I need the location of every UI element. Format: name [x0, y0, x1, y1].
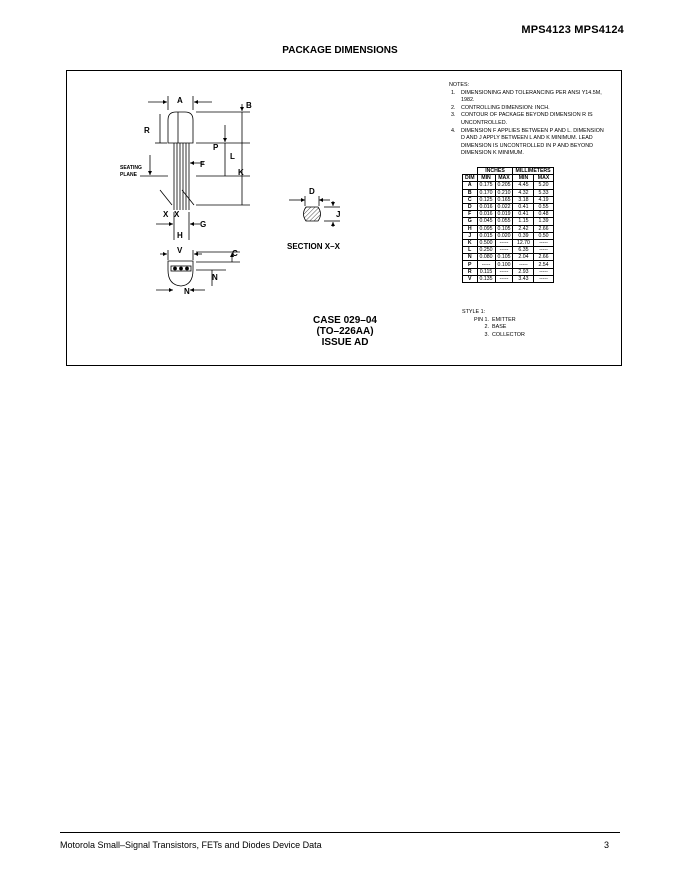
table-value-cell: 0.48	[534, 211, 553, 218]
table-value-cell: -----	[495, 239, 513, 246]
pin-row: 2. BASE	[484, 324, 507, 331]
table-value-cell: 4.45	[513, 182, 534, 189]
table-value-cell: 2.54	[534, 261, 553, 268]
table-row	[463, 211, 554, 218]
table-header-cell: MAX	[495, 175, 513, 182]
section-title: PACKAGE DIMENSIONS	[282, 45, 398, 56]
note-item: 3. CONTOUR OF PACKAGE BEYOND DIMENSION R IS UNCONTROLLED.	[451, 112, 593, 126]
table-value-cell: 0.020	[495, 232, 513, 239]
table-value-cell: -----	[534, 268, 553, 275]
table-value-cell: 0.135	[477, 275, 495, 282]
table-value-cell: 0.250	[477, 247, 495, 254]
table-body	[463, 182, 554, 283]
table-value-cell: 5.20	[534, 182, 553, 189]
table-value-cell: 0.205	[495, 182, 513, 189]
table-value-cell: 0.045	[477, 218, 495, 225]
table-value-cell: 0.115	[477, 268, 495, 275]
dimension-table	[462, 167, 554, 283]
note-item: 2. CONTROLLING DIMENSION: INCH.	[451, 104, 550, 111]
table-value-cell: -----	[477, 261, 495, 268]
seating-plane-label-line2: PLANE	[120, 172, 137, 178]
table-dim-cell: A	[463, 182, 478, 189]
section-x-label: SECTION X–X	[287, 242, 340, 251]
table-value-cell: -----	[534, 239, 553, 246]
label-g: G	[200, 220, 207, 229]
label-x-left: X	[163, 210, 169, 219]
table-group-inches: INCHES	[477, 168, 513, 175]
table-value-cell: 5.33	[534, 189, 553, 196]
table-dim-cell: D	[463, 203, 478, 210]
table-header-cell: MIN	[477, 175, 495, 182]
table-dim-cell: L	[463, 247, 478, 254]
table-value-cell: 0.022	[495, 203, 513, 210]
table-value-cell: 0.095	[477, 225, 495, 232]
pin-row: PIN 1. EMITTER	[474, 316, 516, 323]
case-block	[290, 315, 400, 348]
label-n-right: N	[212, 273, 218, 282]
note-item: 1. DIMENSIONING AND TOLERANCING PER ANSI Y14.5M, 1982.	[451, 89, 602, 104]
bottom-view	[156, 250, 240, 290]
table-value-cell: 0.105	[495, 254, 513, 261]
table-dim-cell: N	[463, 254, 478, 261]
table-value-cell: 3.18	[513, 196, 534, 203]
table-row	[463, 254, 554, 261]
table-value-cell: 0.41	[513, 203, 534, 210]
label-r: R	[144, 126, 150, 135]
table-value-cell: 6.35	[513, 247, 534, 254]
label-p: P	[213, 143, 219, 152]
table-dim-cell: C	[463, 196, 478, 203]
table-dim-cell: R	[463, 268, 478, 275]
table-value-cell: 0.165	[495, 196, 513, 203]
case-issue: ISSUE AD	[321, 337, 369, 348]
table-value-cell: -----	[534, 275, 553, 282]
table-row	[463, 239, 554, 246]
page-number: 3	[604, 840, 610, 850]
table-value-cell: -----	[513, 261, 534, 268]
style-title: STYLE 1:	[462, 309, 486, 315]
table-header-cell: MAX	[534, 175, 553, 182]
notes-block	[449, 82, 609, 158]
table-header-cell: MIN	[513, 175, 534, 182]
table-value-cell: 0.39	[513, 232, 534, 239]
table-value-cell: 0.105	[495, 225, 513, 232]
table-row	[463, 268, 554, 275]
table-dim-cell: J	[463, 232, 478, 239]
case-package: (TO–226AA)	[316, 326, 374, 337]
table-dim-cell: V	[463, 275, 478, 282]
table-group-header-row	[463, 168, 554, 175]
side-view	[140, 96, 250, 240]
table-header-row	[463, 175, 554, 182]
table-row	[463, 218, 554, 225]
table-value-cell: -----	[495, 247, 513, 254]
table-value-cell: 0.016	[477, 203, 495, 210]
label-b: B	[246, 101, 252, 110]
table-value-cell: 0.41	[513, 211, 534, 218]
table-value-cell: 1.39	[534, 218, 553, 225]
table-dim-cell: F	[463, 211, 478, 218]
table-value-cell: 0.55	[534, 203, 553, 210]
table-row	[463, 247, 554, 254]
table-value-cell: 1.15	[513, 218, 534, 225]
case-number: CASE 029–04	[313, 315, 377, 326]
seating-plane-label-line1: SEATING	[120, 165, 142, 171]
label-j: J	[336, 210, 341, 219]
section-view	[289, 196, 340, 227]
table-row	[463, 182, 554, 189]
note-item: 4. DIMENSION F APPLIES BETWEEN P AND L. DIMENSION D AND J APPLY BETWEEN L AND K MINIMUM. LEAD DIMENSION IS UNCONTROLLED IN P AND BEYOND DIMENSION K MINIMUM.	[451, 127, 604, 157]
pin-row: 3. COLLECTOR	[484, 331, 525, 338]
label-d: D	[309, 187, 315, 196]
label-h: H	[177, 231, 183, 240]
label-c: C	[232, 249, 238, 258]
table-dim-cell: G	[463, 218, 478, 225]
table-header-cell: DIM	[463, 175, 478, 182]
table-value-cell: 4.32	[513, 189, 534, 196]
label-f: F	[200, 160, 205, 169]
table-header-spacer	[463, 168, 478, 175]
table-value-cell: 0.50	[534, 232, 553, 239]
table-value-cell: 0.080	[477, 254, 495, 261]
table-row	[463, 275, 554, 282]
table-value-cell: 2.42	[513, 225, 534, 232]
table-value-cell: -----	[534, 247, 553, 254]
table-value-cell: 2.66	[534, 254, 553, 261]
table-value-cell: 0.055	[495, 218, 513, 225]
table-dim-cell: H	[463, 225, 478, 232]
label-x-right: X	[174, 210, 180, 219]
table-value-cell: 12.70	[513, 239, 534, 246]
table-value-cell: 0.210	[495, 189, 513, 196]
table-value-cell: 2.66	[534, 225, 553, 232]
table-value-cell: 0.019	[495, 211, 513, 218]
table-value-cell: 4.19	[534, 196, 553, 203]
footer-text: Motorola Small–Signal Transistors, FETs and Diodes Device Data	[60, 840, 322, 850]
table-row	[463, 232, 554, 239]
table-value-cell: 3.43	[513, 275, 534, 282]
table-value-cell: 0.500	[477, 239, 495, 246]
table-value-cell: -----	[495, 275, 513, 282]
table-value-cell: -----	[495, 268, 513, 275]
footer-rule	[60, 832, 620, 833]
table-dim-cell: K	[463, 239, 478, 246]
label-k: K	[238, 168, 244, 177]
label-v: V	[177, 246, 183, 255]
table-value-cell: 2.93	[513, 268, 534, 275]
table-value-cell: 0.015	[477, 232, 495, 239]
table-value-cell: 0.125	[477, 196, 495, 203]
table-row	[463, 196, 554, 203]
notes-title: NOTES:	[449, 82, 470, 88]
table-value-cell: 0.016	[477, 211, 495, 218]
label-a: A	[177, 96, 183, 105]
style-block	[462, 309, 525, 339]
table-dim-cell: B	[463, 189, 478, 196]
table-dim-cell: P	[463, 261, 478, 268]
table-value-cell: 0.170	[477, 189, 495, 196]
label-n-bottom: N	[184, 287, 190, 296]
table-value-cell: 0.175	[477, 182, 495, 189]
table-row	[463, 261, 554, 268]
table-value-cell: 2.04	[513, 254, 534, 261]
table-row	[463, 189, 554, 196]
table-row	[463, 203, 554, 210]
table-row	[463, 225, 554, 232]
label-l: L	[230, 152, 235, 161]
table-group-millimeters: MILLIMETERS	[513, 168, 553, 175]
document-header-title: MPS4123 MPS4124	[521, 24, 624, 36]
table-value-cell: 0.100	[495, 261, 513, 268]
